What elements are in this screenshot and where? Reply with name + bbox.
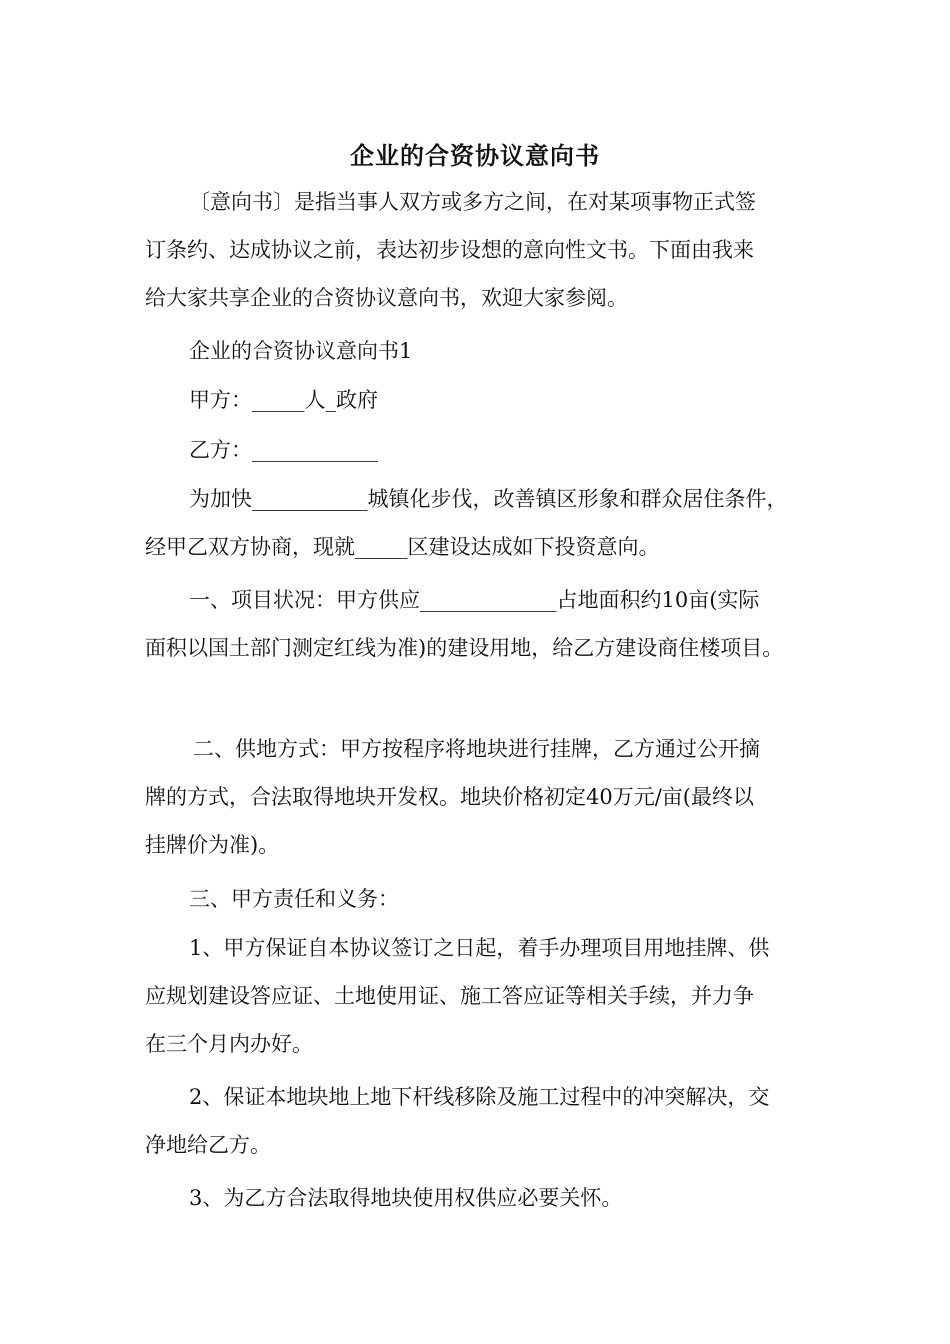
paragraph-line: 给大家共享企业的合资协议意向书，欢迎大家参阅。 bbox=[145, 286, 628, 310]
paragraph-party-b bbox=[189, 426, 378, 474]
paragraph-line: 订条约、达成协议之前，表达初步设想的意向性文书。下面由我来 bbox=[145, 238, 754, 262]
paragraph-duty-1 bbox=[145, 924, 769, 1068]
paragraph-line: 一、项目状况：甲方供应_____________占地面积约10亩(实际 bbox=[189, 588, 760, 612]
document-title: 企业的合资协议意向书 bbox=[350, 141, 600, 170]
paragraph-line: 3、为乙方合法取得地块使用权供应必要关怀。 bbox=[189, 1186, 623, 1210]
paragraph-duty-2 bbox=[145, 1073, 769, 1169]
paragraph-line: 1、甲方保证自本协议签订之日起，着手办理项目用地挂牌、供 bbox=[189, 936, 770, 960]
paragraph-line: 〔意向书〕是指当事人双方或多方之间，在对某项事物正式签 bbox=[189, 190, 756, 214]
paragraph-duty-3 bbox=[189, 1174, 622, 1222]
paragraph-line: 牌的方式，合法取得地块开发权。地块价格初定40万元/亩(最终以 bbox=[145, 785, 754, 809]
paragraph-land-supply bbox=[145, 725, 760, 869]
paragraph-line: 甲方：_____人_政府 bbox=[189, 388, 378, 412]
paragraph-project-status bbox=[145, 576, 783, 672]
paragraph-line: 面积以国土部门测定红线为准)的建设用地，给乙方建设商住楼项目。 bbox=[145, 636, 784, 660]
paragraph-purpose bbox=[145, 475, 788, 571]
paragraph-line: 挂牌价为准)。 bbox=[145, 833, 280, 857]
paragraph-line: 净地给乙方。 bbox=[145, 1133, 271, 1157]
paragraph-line: 经甲乙双方协商，现就_____区建设达成如下投资意向。 bbox=[145, 535, 660, 559]
paragraph-line: 在三个月内办好。 bbox=[145, 1032, 313, 1056]
paragraph-party-a-duties bbox=[189, 875, 399, 923]
paragraph-line: 三、甲方责任和义务： bbox=[189, 887, 399, 911]
paragraph-line: 企业的合资协议意向书1 bbox=[189, 339, 413, 363]
paragraph-line: 为加快___________城镇化步伐，改善镇区形象和群众居住条件， bbox=[189, 487, 788, 511]
paragraph-intro bbox=[145, 178, 756, 322]
paragraph-subtitle bbox=[189, 327, 412, 375]
paragraph-line: 2、保证本地块地上地下杆线移除及施工过程中的冲突解决，交 bbox=[189, 1085, 770, 1109]
paragraph-party-a bbox=[189, 376, 378, 424]
paragraph-line: 乙方：____________ bbox=[189, 438, 378, 462]
paragraph-line: 应规划建设答应证、土地使用证、施工答应证等相关手续，并力争 bbox=[145, 984, 754, 1008]
paragraph-line: 二、供地方式：甲方按程序将地块进行挂牌，乙方通过公开摘 bbox=[193, 737, 760, 761]
